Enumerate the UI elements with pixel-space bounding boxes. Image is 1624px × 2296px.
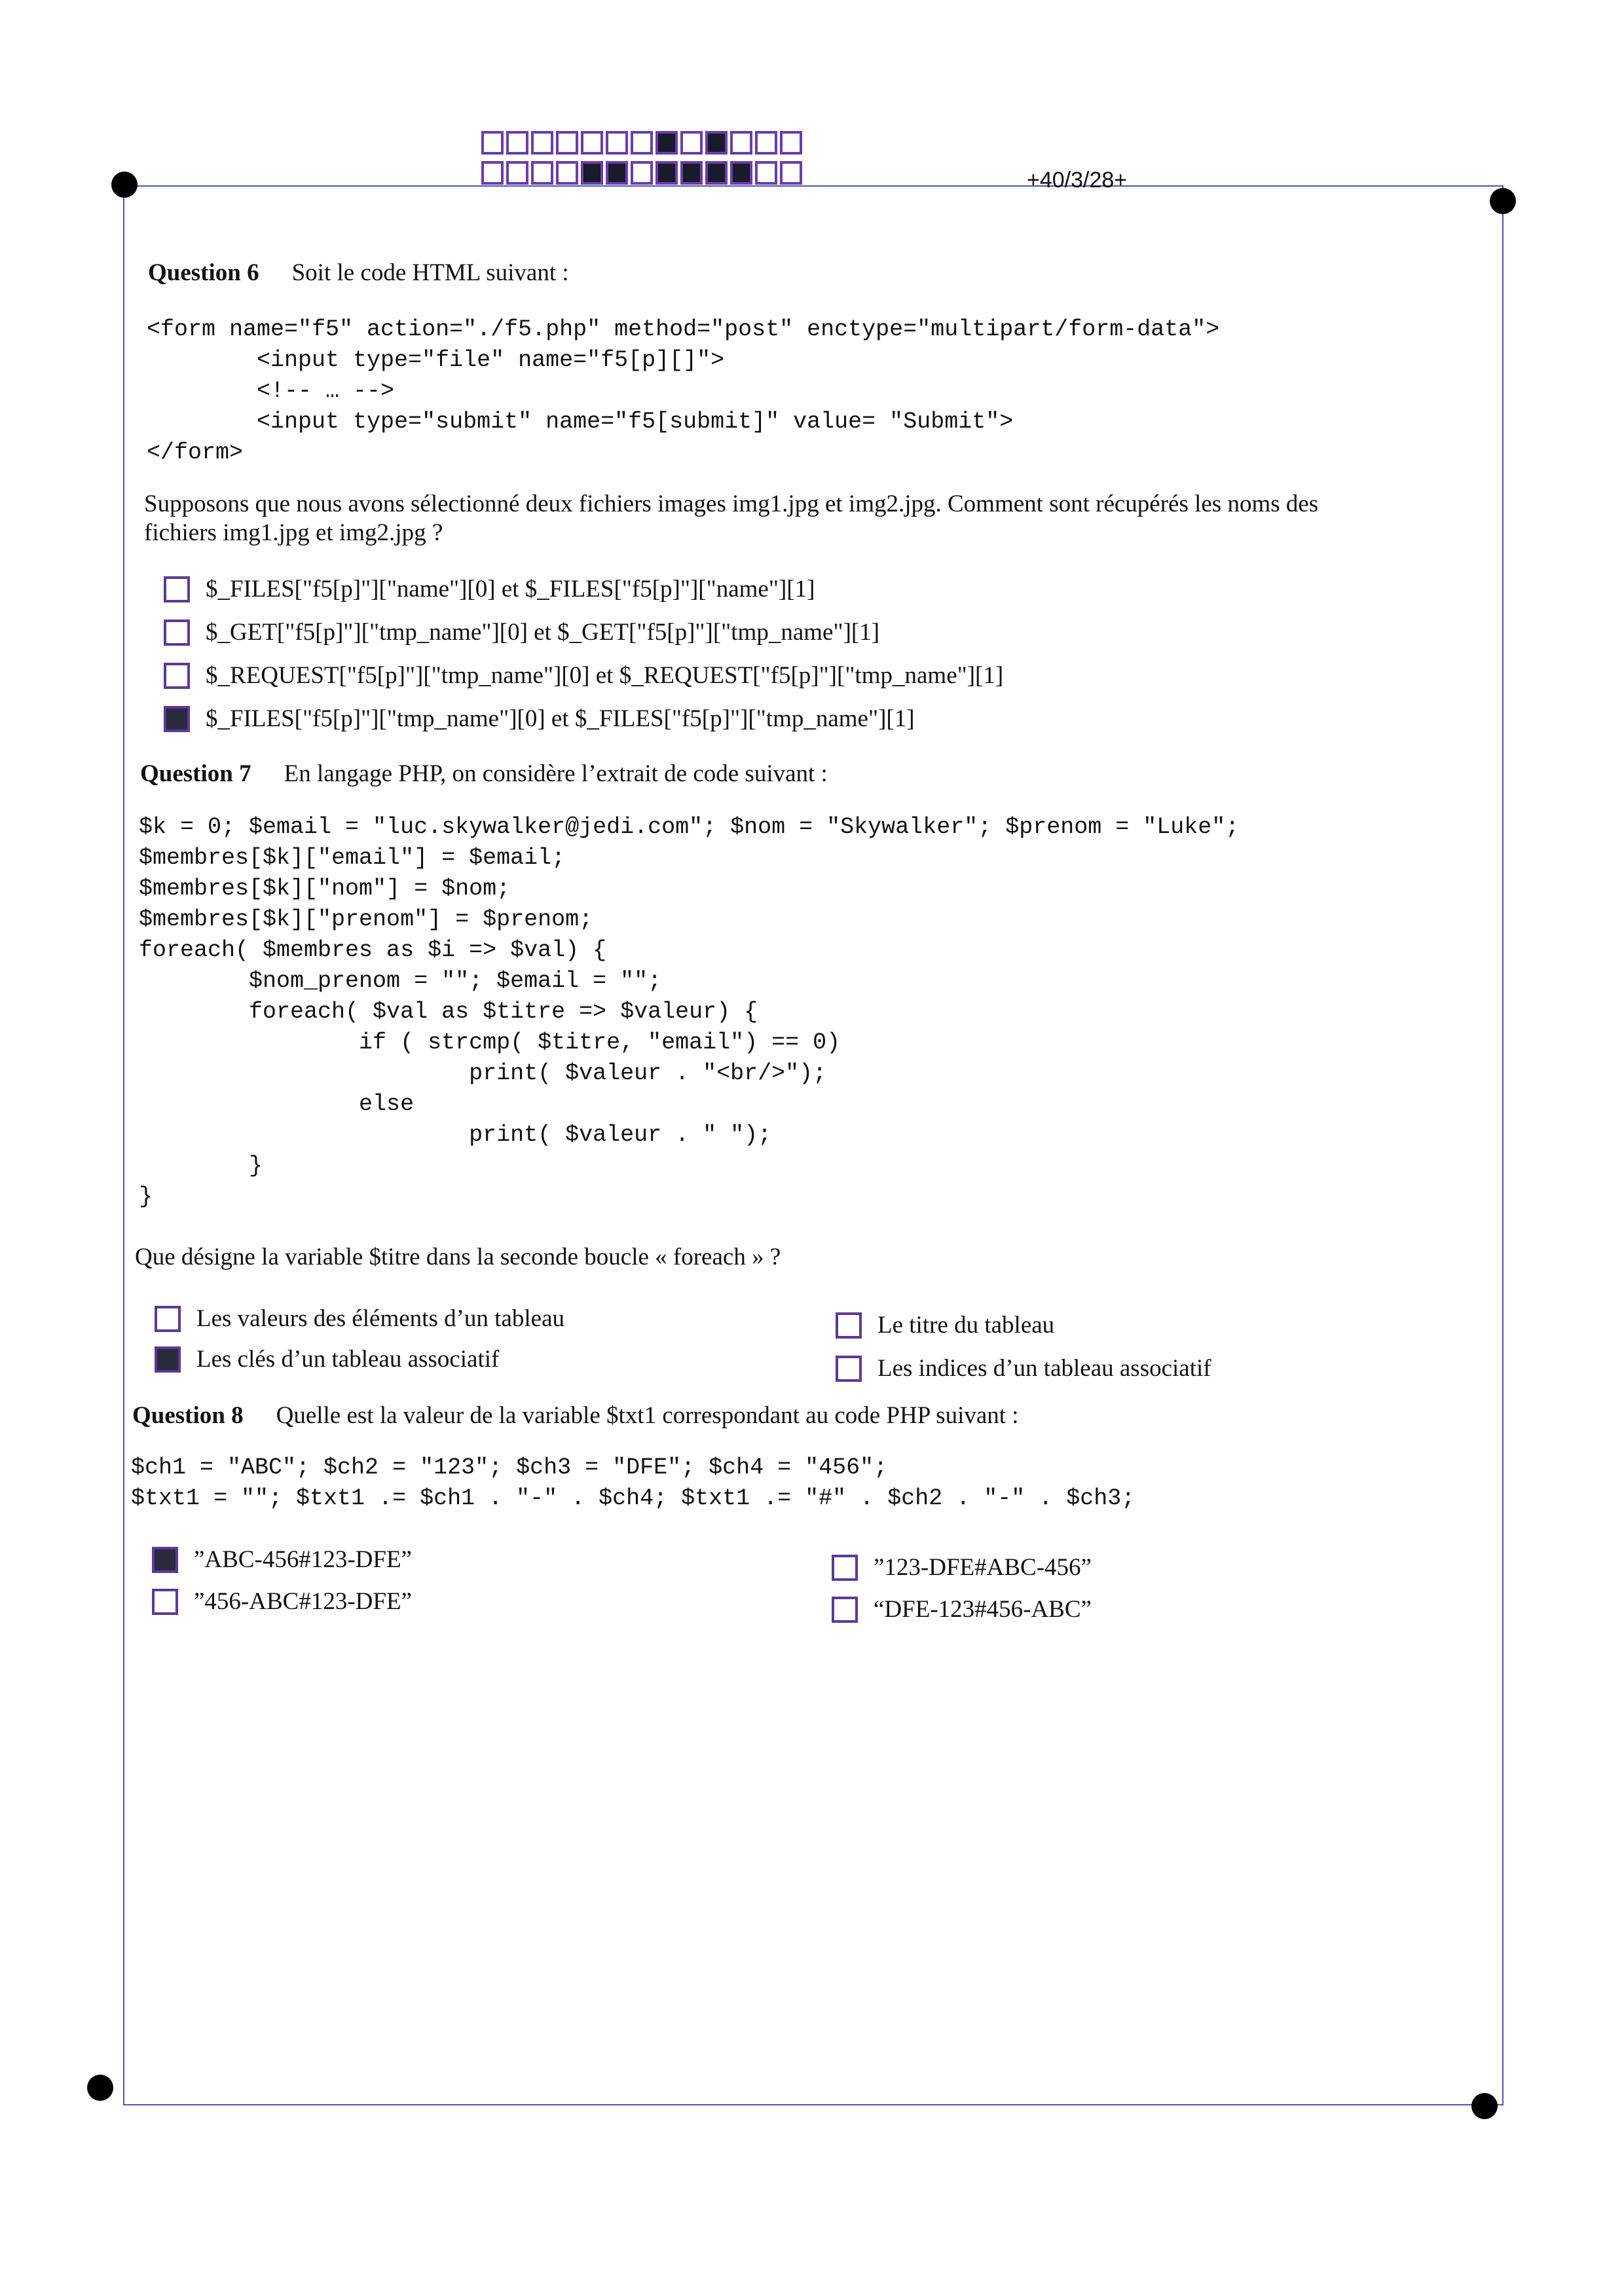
q6-option-1-label: $_FILES["f5[p]"]["name"][0] et $_FILES["f5[p]"]["name"][1] [206, 576, 815, 602]
q7-option-4-checkbox[interactable] [836, 1356, 862, 1382]
q7-option-4-label: Les indices d’un tableau associatif [877, 1355, 1211, 1382]
code-cell [606, 131, 628, 155]
q7-option-4[interactable] [836, 1354, 1211, 1382]
q8-option-3-checkbox[interactable] [832, 1555, 858, 1581]
code-cell [755, 161, 777, 185]
q6-intro: Soit le code HTML suivant : [291, 259, 569, 286]
code-cell [556, 161, 578, 185]
q7-option-1-checkbox[interactable] [155, 1306, 181, 1332]
code-cell [680, 161, 703, 185]
code-cell [680, 131, 703, 155]
q7-heading [140, 760, 828, 788]
code-cell [631, 161, 653, 185]
code-cell [730, 161, 752, 185]
q8-option-2-label: ”456-ABC#123-DFE” [194, 1588, 412, 1615]
q6-option-2-label: $_GET["f5[p]"]["tmp_name"][0] et $_GET["f5[p]"]["tmp_name"][1] [206, 619, 880, 646]
q6-code: <form name="f5" action="./f5.php" method="post" enctype="multipart/form-data"> <input type="file" name="f5[p][]"> <!-- … --> <input type="submit" name="f5[submit]" value= "Submit"> </form> [147, 316, 1220, 466]
q8-option-1-checkbox[interactable] [152, 1547, 178, 1573]
code-cell [506, 131, 528, 155]
page-id: +40/3/28+ [1027, 168, 1128, 193]
corner-marker-bottom-left [87, 2075, 113, 2101]
q7-option-3-label: Le titre du tableau [877, 1312, 1055, 1339]
q6-option-2[interactable] [164, 618, 879, 646]
code-cell [556, 131, 578, 155]
q8-option-2[interactable] [152, 1587, 412, 1616]
q7-option-2[interactable] [155, 1345, 499, 1373]
code-cell [705, 131, 728, 155]
code-cell [531, 161, 553, 185]
q6-label: Question 6 [148, 259, 259, 286]
q8-heading [132, 1401, 1019, 1430]
code-cell [705, 161, 728, 185]
code-cell [755, 131, 777, 155]
code-cell [581, 131, 603, 155]
code-cell [481, 131, 504, 155]
code-cell [531, 131, 553, 155]
corner-marker-top-left [111, 172, 138, 198]
q6-question [144, 490, 1480, 547]
q6-option-1-checkbox[interactable] [164, 576, 190, 602]
q8-option-4-label: “DFE-123#456-ABC” [874, 1596, 1092, 1623]
q6-option-3-label: $_REQUEST["f5[p]"]["tmp_name"][0] et $_REQUEST["f5[p]"]["tmp_name"][1] [206, 662, 1004, 689]
q6-option-1[interactable] [164, 575, 815, 603]
q6-question-line-1: Supposons que nous avons sélectionné deux fichiers images img1.jpg et img2.jpg. Comment sont récupérés les noms des [144, 491, 1319, 517]
q7-intro: En langage PHP, on considère l’extrait de code suivant : [284, 760, 828, 787]
q7-code: $k = 0; $email = "luc.skywalker@jedi.com"; $nom = "Skywalker"; $prenom = "Luke"; $membres[$k]["email"] = $email; $membres[$k]["nom"] = $nom; $membres[$k]["prenom"] = $prenom; foreach( $membres as $i => $val) { $nom_prenom = ""; $email = ""; foreach( $val as $titre => $valeur) { if ( strcmp( $titre, "email") == 0) print( $valeur . "<br/>"); else print( $valeur . " "); } } [139, 814, 1240, 1210]
q6-option-4-checkbox[interactable] [164, 706, 190, 732]
corner-marker-bottom-right [1471, 2093, 1498, 2119]
code-cell [780, 161, 802, 185]
q6-heading [148, 259, 569, 287]
q7-label: Question 7 [140, 760, 251, 787]
q7-option-3-checkbox[interactable] [836, 1312, 862, 1339]
corner-marker-top-right [1490, 188, 1516, 214]
q8-option-2-checkbox[interactable] [152, 1589, 178, 1615]
code-cell [581, 161, 603, 185]
q7-option-2-label: Les clés d’un tableau associatif [196, 1346, 500, 1373]
q6-option-4[interactable] [164, 705, 915, 733]
page-code-row-2 [481, 161, 805, 187]
q8-intro: Quelle est la valeur de la variable $txt1 correspondant au code PHP suivant : [276, 1402, 1019, 1429]
q8-code: $ch1 = "ABC"; $ch2 = "123"; $ch3 = "DFE"; $ch4 = "456"; $txt1 = ""; $txt1 .= $ch1 . "-" . $ch4; $txt1 .= "#" . $ch2 . "-" . $ch3; [131, 1454, 1135, 1511]
code-cell [481, 161, 504, 185]
q8-label: Question 8 [132, 1402, 244, 1429]
q7-question: Que désigne la variable $titre dans la seconde boucle « foreach » ? [135, 1244, 781, 1270]
code-cell [780, 131, 802, 155]
code-cell [606, 161, 628, 185]
code-cell [506, 161, 528, 185]
q6-question-line-2: fichiers img1.jpg et img2.jpg ? [144, 519, 443, 546]
q8-option-3-label: ”123-DFE#ABC-456” [874, 1554, 1092, 1581]
q8-option-1[interactable] [152, 1546, 412, 1574]
q8-option-4[interactable] [832, 1595, 1092, 1623]
code-cell [655, 131, 678, 155]
code-cell [631, 131, 653, 155]
q7-option-3[interactable] [836, 1311, 1054, 1339]
q7-option-1-label: Les valeurs des éléments d’un tableau [196, 1305, 564, 1332]
q8-option-3[interactable] [832, 1553, 1092, 1582]
q8-option-4-checkbox[interactable] [832, 1597, 858, 1623]
q6-option-2-checkbox[interactable] [164, 620, 190, 646]
q6-option-4-label: $_FILES["f5[p]"]["tmp_name"][0] et $_FILES["f5[p]"]["tmp_name"][1] [206, 705, 915, 732]
q7-option-2-checkbox[interactable] [155, 1346, 181, 1373]
code-cell [655, 161, 678, 185]
q7-option-1[interactable] [155, 1305, 564, 1333]
code-cell [730, 131, 752, 155]
q8-option-1-label: ”ABC-456#123-DFE” [194, 1546, 412, 1573]
page-code-row-1 [481, 131, 805, 157]
q6-option-3-checkbox[interactable] [164, 663, 190, 689]
q6-option-3[interactable] [164, 661, 1003, 690]
